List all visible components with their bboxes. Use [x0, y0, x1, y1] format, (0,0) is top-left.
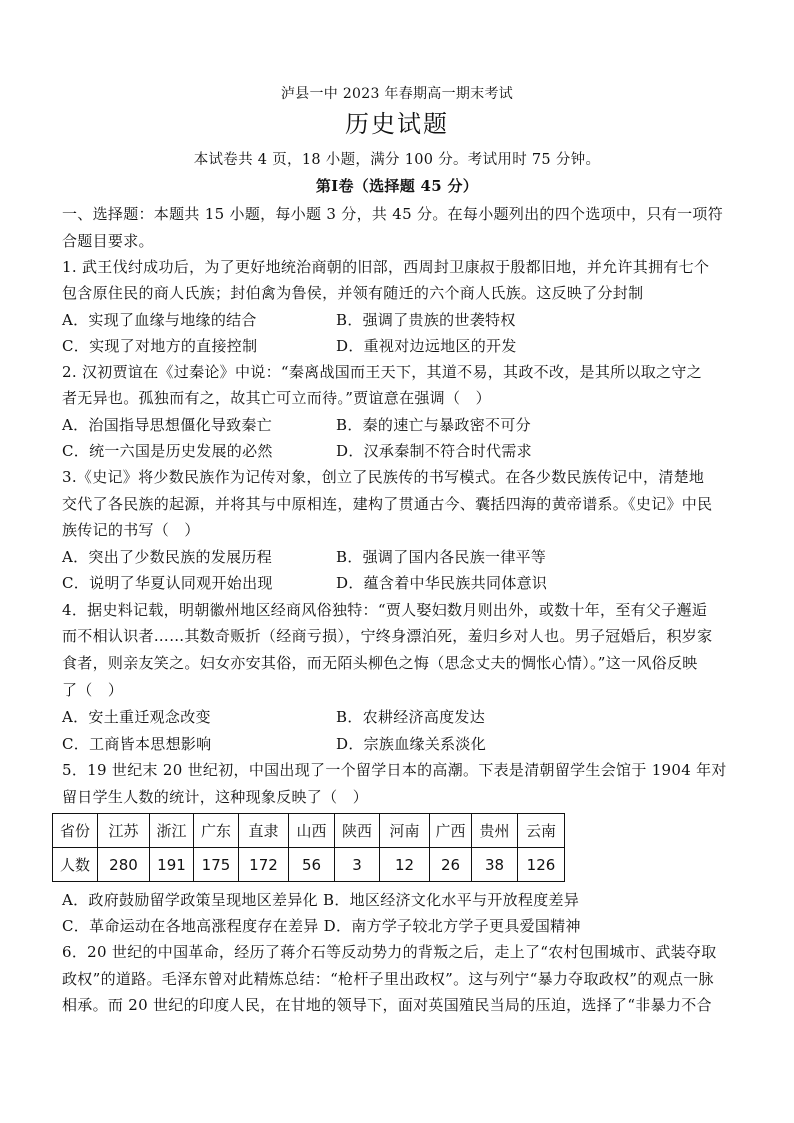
q3-option-d[interactable]: D．蕴含着中华民族共同体意识	[336, 574, 548, 592]
q5-options-cd[interactable]: C．革命运动在各地高涨程度存在差异 D．南方学子较北方学子更具爱国精神	[62, 917, 581, 935]
table-cell: 贵州	[472, 814, 518, 848]
q2-option-d[interactable]: D．汉承秦制不符合时代需求	[336, 442, 532, 460]
q5-options-ab[interactable]: A．政府鼓励留学政策呈现地区差异化 B．地区经济文化水平与开放程度差异	[62, 891, 580, 909]
q1-option-a[interactable]: A．实现了血缘与地缘的结合	[62, 311, 257, 329]
page-title: 历史试题	[345, 110, 449, 138]
table-row	[53, 848, 565, 882]
table-cell: 河南	[380, 814, 430, 848]
q1-stem-line-2: 包含原住民的商人氏族；封伯禽为鲁侯，并领有随迁的六个商人氏族。这反映了分封制	[62, 284, 644, 302]
q1-option-b[interactable]: B．强调了贵族的世袭特权	[336, 311, 516, 329]
q3-stem-line-2: 交代了各民族的起源，并将其与中原相连，建构了贯通古今、囊括四海的黄帝谱系。《史记》中民	[62, 495, 713, 513]
q3-option-c[interactable]: C．说明了华夏认同观开始出现	[62, 574, 273, 592]
table-cell: 3	[335, 848, 380, 882]
q2-option-b[interactable]: B．秦的速亡与暴政密不可分	[336, 416, 531, 434]
table-cell: 浙江	[150, 814, 194, 848]
table-row	[53, 814, 565, 848]
q5-stem-line-1: 5．19 世纪末 20 世纪初，中国出现了一个留学日本的高潮。下表是清朝留学生会馆于 1904 年对	[62, 761, 727, 779]
q4-option-b[interactable]: B．农耕经济高度发达	[336, 708, 486, 726]
q2-stem-line-1: 2. 汉初贾谊在《过秦论》中说：“秦离战国而王天下，其道不易，其政不改，是其所以取之守之	[62, 363, 702, 381]
students-table	[52, 813, 565, 882]
school-header: 泸县一中 2023 年春期高一期末考试	[280, 86, 514, 102]
q6-stem-line-1: 6．20 世纪的中国革命，经历了蒋介石等反动势力的背叛之后，走上了“农村包围城市、武装夺取	[62, 943, 717, 961]
table-cell: 江苏	[98, 814, 150, 848]
table-cell: 12	[380, 848, 430, 882]
table-cell: 38	[472, 848, 518, 882]
instructions-line-1: 一、选择题：本题共 15 小题，每小题 3 分，共 45 分。在每小题列出的四个选项中，只有一项符	[62, 205, 724, 223]
q6-stem-line-3: 相承。而 20 世纪的印度人民，在甘地的领导下，面对英国殖民当局的压迫，选择了“非暴力不合	[62, 996, 712, 1014]
exam-info: 本试卷共 4 页，18 小题，满分 100 分。考试用时 75 分钟。	[193, 152, 601, 168]
table-cell: 191	[150, 848, 194, 882]
table-cell: 直隶	[239, 814, 289, 848]
table-cell: 280	[98, 848, 150, 882]
q3-stem-line-1: 3.《史记》将少数民族作为记传对象，创立了民族传的书写模式。在各少数民族传记中，清楚地	[62, 468, 705, 486]
q4-option-a[interactable]: A．安土重迁观念改变	[62, 708, 211, 726]
q4-option-c[interactable]: C．工商皆本思想影响	[62, 735, 212, 753]
table-cell: 26	[430, 848, 472, 882]
q2-stem-line-2: 者无异也。孤独而有之，故其亡可立而待。”贾谊意在强调（ ）	[62, 389, 491, 407]
q1-option-c[interactable]: C．实现了对地方的直接控制	[62, 337, 258, 355]
q6-stem-line-2: 政权”的道路。毛泽东曾对此精炼总结：“枪杆子里出政权”。这与列宁“暴力夺取政权”的观点一脉	[62, 970, 714, 988]
table-cell: 172	[239, 848, 289, 882]
q4-stem-line-2: 而不相认识者……其数奇贩折（经商亏损），宁终身漂泊死，羞归乡对人也。男子冠婚后，积岁家	[62, 627, 713, 645]
q2-option-a[interactable]: A．治国指导思想僵化导致秦亡	[62, 416, 273, 434]
q4-stem-line-4: 了（ ）	[62, 681, 124, 699]
q4-stem-line-1: 4．据史料记载，明朝徽州地区经商风俗独特：“贾人娶妇数月则出外，或数十年，至有父子邂逅	[62, 601, 708, 619]
instructions-line-2: 合题目要求。	[62, 232, 154, 250]
table-cell: 126	[518, 848, 565, 882]
q3-option-a[interactable]: A．突出了少数民族的发展历程	[62, 548, 273, 566]
table-cell: 山西	[289, 814, 335, 848]
q3-stem-line-3: 族传记的书写（ ）	[62, 521, 200, 539]
q4-stem-line-3: 食者，则亲友笑之。妇女亦安其俗，而无陌头柳色之悔（思念丈夫的惆怅心情）。”这一风俗反映	[62, 654, 698, 672]
table-cell: 175	[194, 848, 239, 882]
table-cell: 广东	[194, 814, 239, 848]
q4-option-d[interactable]: D．宗族血缘关系淡化	[336, 735, 487, 753]
table-row-label: 人数	[53, 848, 98, 882]
q3-option-b[interactable]: B．强调了国内各民族一律平等	[336, 548, 547, 566]
table-cell: 陕西	[335, 814, 380, 848]
table-cell: 广西	[430, 814, 472, 848]
section-heading: 第Ⅰ卷（选择题 45 分）	[315, 177, 479, 195]
q2-option-c[interactable]: C．统一六国是历史发展的必然	[62, 442, 273, 460]
q5-stem-line-2: 留日学生人数的统计，这种现象反映了（ ）	[62, 788, 369, 806]
q1-stem-line-1: 1. 武王伐纣成功后，为了更好地统治商朝的旧部，西周封卫康叔于殷都旧地，并允许其拥有七个	[62, 258, 710, 276]
table-row-label: 省份	[53, 814, 98, 848]
table-cell: 56	[289, 848, 335, 882]
q1-option-d[interactable]: D．重视对边远地区的开发	[336, 337, 517, 355]
table-cell: 云南	[518, 814, 565, 848]
